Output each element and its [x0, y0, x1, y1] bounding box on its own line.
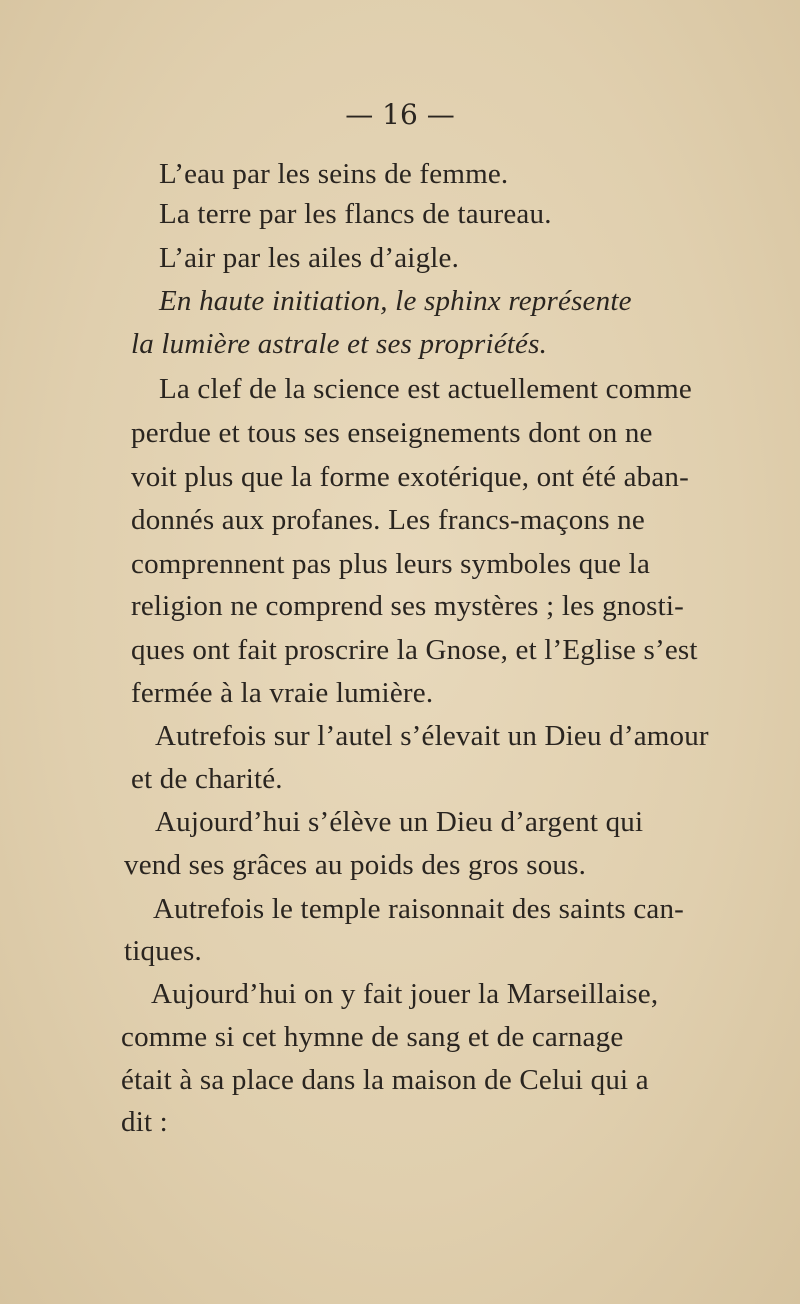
text-line: tiques.: [124, 935, 202, 967]
text-line: et de charité.: [131, 763, 283, 795]
page-number: — 16 —: [345, 98, 455, 131]
text-line: fermée à la vraie lumière.: [131, 677, 434, 709]
text-line: perdue et tous ses enseignements dont on ne: [131, 417, 653, 449]
text-line: donnés aux profanes. Les francs-maçons ne: [131, 504, 645, 536]
text-line: religion ne comprend ses mystères ; les gnosti-: [131, 590, 685, 622]
text-line: dit :: [121, 1106, 168, 1138]
text-line: était à sa place dans la maison de Celui qui a: [121, 1064, 649, 1096]
text-line: comprennent pas plus leurs symboles que la: [131, 548, 651, 580]
text-line: Autrefois sur l’autel s’élevait un Dieu d’amour: [155, 720, 709, 752]
text-line: la lumière astrale et ses propriétés.: [131, 328, 548, 360]
text-line: vend ses grâces au poids des gros sous.: [124, 849, 587, 881]
text-line: L’air par les ailes d’aigle.: [159, 242, 460, 274]
text-line: Autrefois le temple raisonnait des saints can-: [153, 893, 685, 925]
text-line: La terre par les flancs de taureau.: [159, 198, 552, 230]
text-line: La clef de la science est actuellement comme: [159, 373, 692, 405]
text-line: voit plus que la forme exotérique, ont été aban-: [131, 461, 689, 493]
text-line: ques ont fait proscrire la Gnose, et l’Eglise s’est: [131, 634, 698, 666]
text-line: L’eau par les seins de femme.: [159, 158, 509, 190]
text-line: En haute initiation, le sphinx représente: [159, 285, 632, 317]
text-line: comme si cet hymne de sang et de carnage: [121, 1021, 624, 1053]
text-line: Aujourd’hui s’élève un Dieu d’argent qui: [155, 806, 644, 838]
text-line: Aujourd’hui on y fait jouer la Marseillaise,: [151, 978, 659, 1010]
